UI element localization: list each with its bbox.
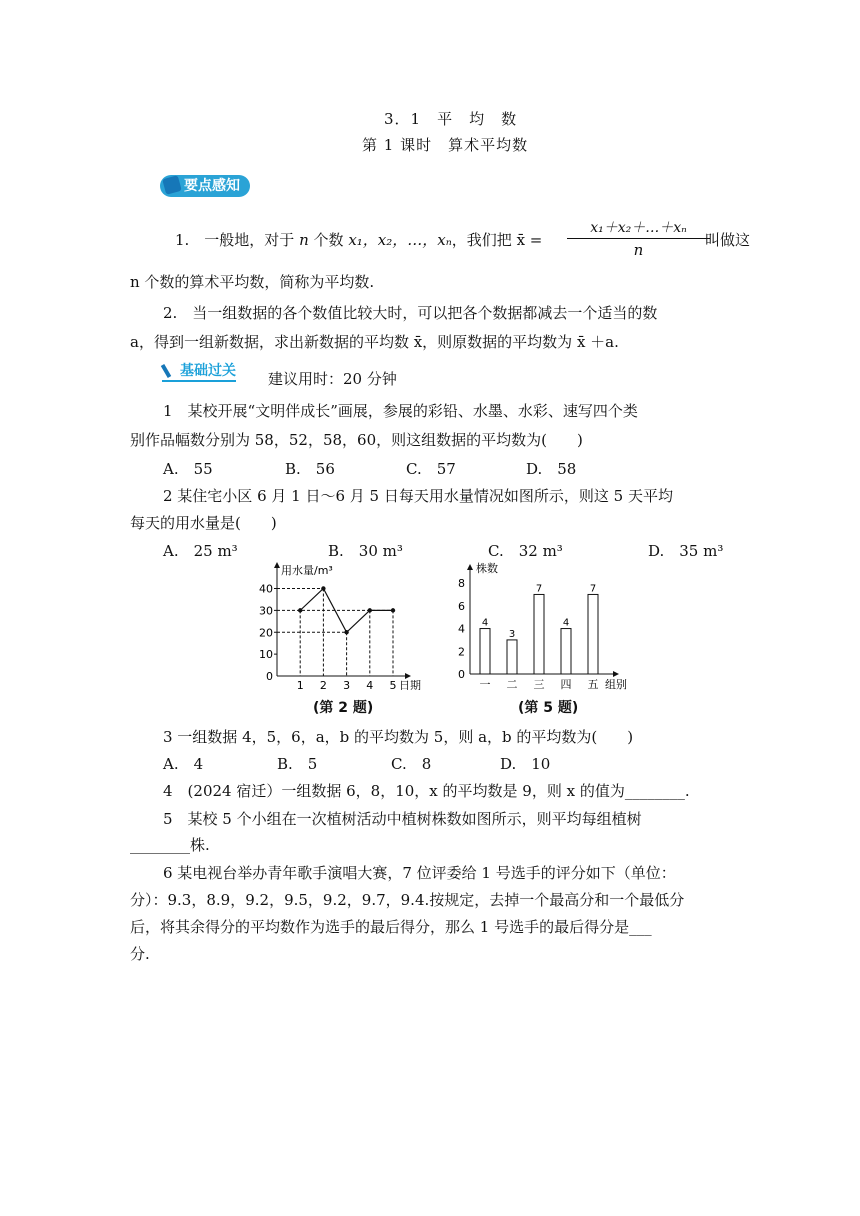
water-usage-line-chart bbox=[255, 560, 445, 690]
y-tick-label: 40 bbox=[259, 582, 273, 596]
data-point bbox=[321, 586, 325, 590]
pin-icon bbox=[162, 175, 182, 195]
q3-option-d: D. 10 bbox=[500, 755, 551, 773]
y-tick-label: 10 bbox=[259, 648, 273, 662]
y-tick-label: 30 bbox=[259, 604, 273, 618]
key-point-1-n: n bbox=[299, 231, 309, 249]
bar-chart-group bbox=[458, 561, 627, 691]
q1-option-a: A. 55 bbox=[163, 460, 213, 478]
data-point bbox=[368, 608, 372, 612]
data-point bbox=[344, 630, 348, 634]
y-axis-arrow bbox=[467, 564, 473, 570]
q1-option-d: D. 58 bbox=[526, 460, 577, 478]
key-point-1-list: x₁，x₂，…，xₙ bbox=[348, 231, 452, 249]
key-point-2-line1: 2. 当一组数据的各个数值比较大时，可以把各个数据都减去一个适当的数 bbox=[163, 304, 658, 322]
x-axis-label: 组别 bbox=[605, 678, 627, 691]
x-tick-label: 5 bbox=[389, 679, 397, 690]
key-point-1-line2: n 个数的算术平均数，简称为平均数. bbox=[130, 273, 375, 291]
q2-line1: 2 某住宅小区 6 月 1 日～6 月 5 日每天用水量情况如图所示，则这 5 天平均 bbox=[163, 487, 673, 505]
q1-option-b: B. 56 bbox=[285, 460, 335, 478]
q6-line3: 后，将其余得分的平均数作为选手的最后得分，那么 1 号选手的最后得分是___ bbox=[130, 918, 652, 936]
y-tick-label: 0 bbox=[266, 670, 273, 683]
basics-badge bbox=[162, 362, 236, 382]
x-tick-label: 3 bbox=[343, 679, 351, 690]
chart-2-caption: (第 2 题) bbox=[313, 700, 374, 716]
bar-value-label: 7 bbox=[589, 583, 597, 595]
bar bbox=[480, 629, 490, 674]
q3-option-c: C. 8 bbox=[391, 755, 432, 773]
y-axis-label: 株数 bbox=[476, 562, 498, 575]
key-point-2-line2: a，得到一组新数据，求出新数据的平均数 x̄，则原数据的平均数为 x̄ ＋a. bbox=[130, 333, 619, 351]
y-tick-label: 8 bbox=[458, 577, 465, 591]
y-tick-label: 4 bbox=[458, 622, 465, 636]
y-tick-label: 20 bbox=[259, 626, 273, 640]
key-point-1-text-c: ，我们把 x̄ = bbox=[451, 231, 543, 249]
y-tick-label: 0 bbox=[458, 668, 465, 681]
key-points-badge-label: 要点感知 bbox=[184, 178, 240, 194]
q6-line2: 分）：9.3，8.9，9.2，9.5，9.2，9.7，9.4.按规定，去掉一个最高分和一个最低分 bbox=[130, 891, 685, 909]
basics-badge-label: 基础过关 bbox=[180, 363, 236, 379]
lesson-title: 第 1 课时 算术平均数 bbox=[362, 136, 529, 154]
y-tick-label: 6 bbox=[458, 599, 465, 613]
y-axis-arrow bbox=[274, 562, 280, 568]
x-tick-label: 4 bbox=[366, 679, 374, 690]
bar bbox=[588, 594, 598, 674]
q6-line4: 分. bbox=[130, 945, 150, 963]
q5-line1: 5 某校 5 个小组在一次植树活动中植树株数如图所示，则平均每组植树 bbox=[163, 810, 642, 828]
bar-value-label: 4 bbox=[481, 617, 489, 629]
q5-line2: ________株. bbox=[130, 836, 210, 854]
line-chart-group bbox=[259, 562, 421, 690]
x-tick-label: 1 bbox=[296, 679, 304, 690]
x-axis-label: 日期 bbox=[399, 679, 421, 690]
bar-value-label: 3 bbox=[508, 628, 516, 640]
fraction-denominator: n bbox=[633, 241, 644, 259]
q3-line: 3 一组数据 4，5，6，a，b 的平均数为 5，则 a，b 的平均数为( ) bbox=[163, 728, 634, 746]
key-point-1-text-b: 个数 bbox=[308, 231, 349, 249]
q6-line1: 6 某电视台举办青年歌手演唱大赛，7 位评委给 1 号选手的评分如下（单位： bbox=[163, 864, 676, 882]
pencil-icon bbox=[161, 364, 171, 378]
key-point-1-text-d: 叫做这 bbox=[705, 231, 751, 249]
mean-formula-fraction bbox=[567, 218, 710, 261]
data-point bbox=[391, 608, 395, 612]
data-point bbox=[298, 608, 302, 612]
key-points-badge bbox=[160, 175, 250, 197]
chart-5-caption: (第 5 题) bbox=[518, 700, 579, 716]
q2-option-a: A. 25 m³ bbox=[163, 542, 238, 560]
q3-option-b: B. 5 bbox=[277, 755, 318, 773]
q1-line2: 别作品幅数分别为 58，52，58，60，则这组数据的平均数为( ) bbox=[130, 431, 583, 449]
bar bbox=[534, 594, 544, 674]
tree-planting-bar-chart bbox=[450, 560, 650, 695]
q3-option-a: A. 4 bbox=[163, 755, 204, 773]
bar-value-label: 4 bbox=[562, 617, 570, 629]
q1-line1: 1 某校开展“文明伴成长”画展，参展的彩铅、水墨、水彩、速写四个类 bbox=[163, 402, 638, 420]
bar bbox=[561, 629, 571, 674]
q2-line2: 每天的用水量是( ) bbox=[130, 514, 277, 532]
q2-option-b: B. 30 m³ bbox=[328, 542, 403, 560]
suggested-time: 建议用时：20 分钟 bbox=[268, 370, 397, 388]
x-tick-label: 2 bbox=[319, 679, 327, 690]
x-tick-label: 三 bbox=[533, 678, 545, 691]
fraction-numerator: x₁＋x₂＋…＋xₙ bbox=[567, 218, 710, 239]
bar bbox=[507, 640, 517, 674]
y-tick-label: 2 bbox=[458, 645, 465, 659]
x-tick-label: 四 bbox=[560, 678, 572, 691]
y-axis-label: 用水量/m³ bbox=[281, 564, 333, 577]
bar-value-label: 7 bbox=[535, 583, 543, 595]
key-point-1 bbox=[175, 229, 542, 250]
x-tick-label: 五 bbox=[587, 678, 599, 691]
q1-option-c: C. 57 bbox=[406, 460, 456, 478]
x-tick-label: 二 bbox=[506, 678, 518, 691]
x-axis-arrow bbox=[613, 671, 619, 677]
key-point-1-text-a: 1. 一般地，对于 bbox=[175, 231, 300, 249]
x-tick-label: 一 bbox=[479, 678, 491, 691]
q2-option-d: D. 35 m³ bbox=[648, 542, 724, 560]
q4-line: 4 (2024 宿迁）一组数据 6，8，10，x 的平均数是 9，则 x 的值为________. bbox=[163, 782, 690, 800]
q2-option-c: C. 32 m³ bbox=[488, 542, 563, 560]
section-title: 3．1 平 均 数 bbox=[384, 110, 518, 128]
